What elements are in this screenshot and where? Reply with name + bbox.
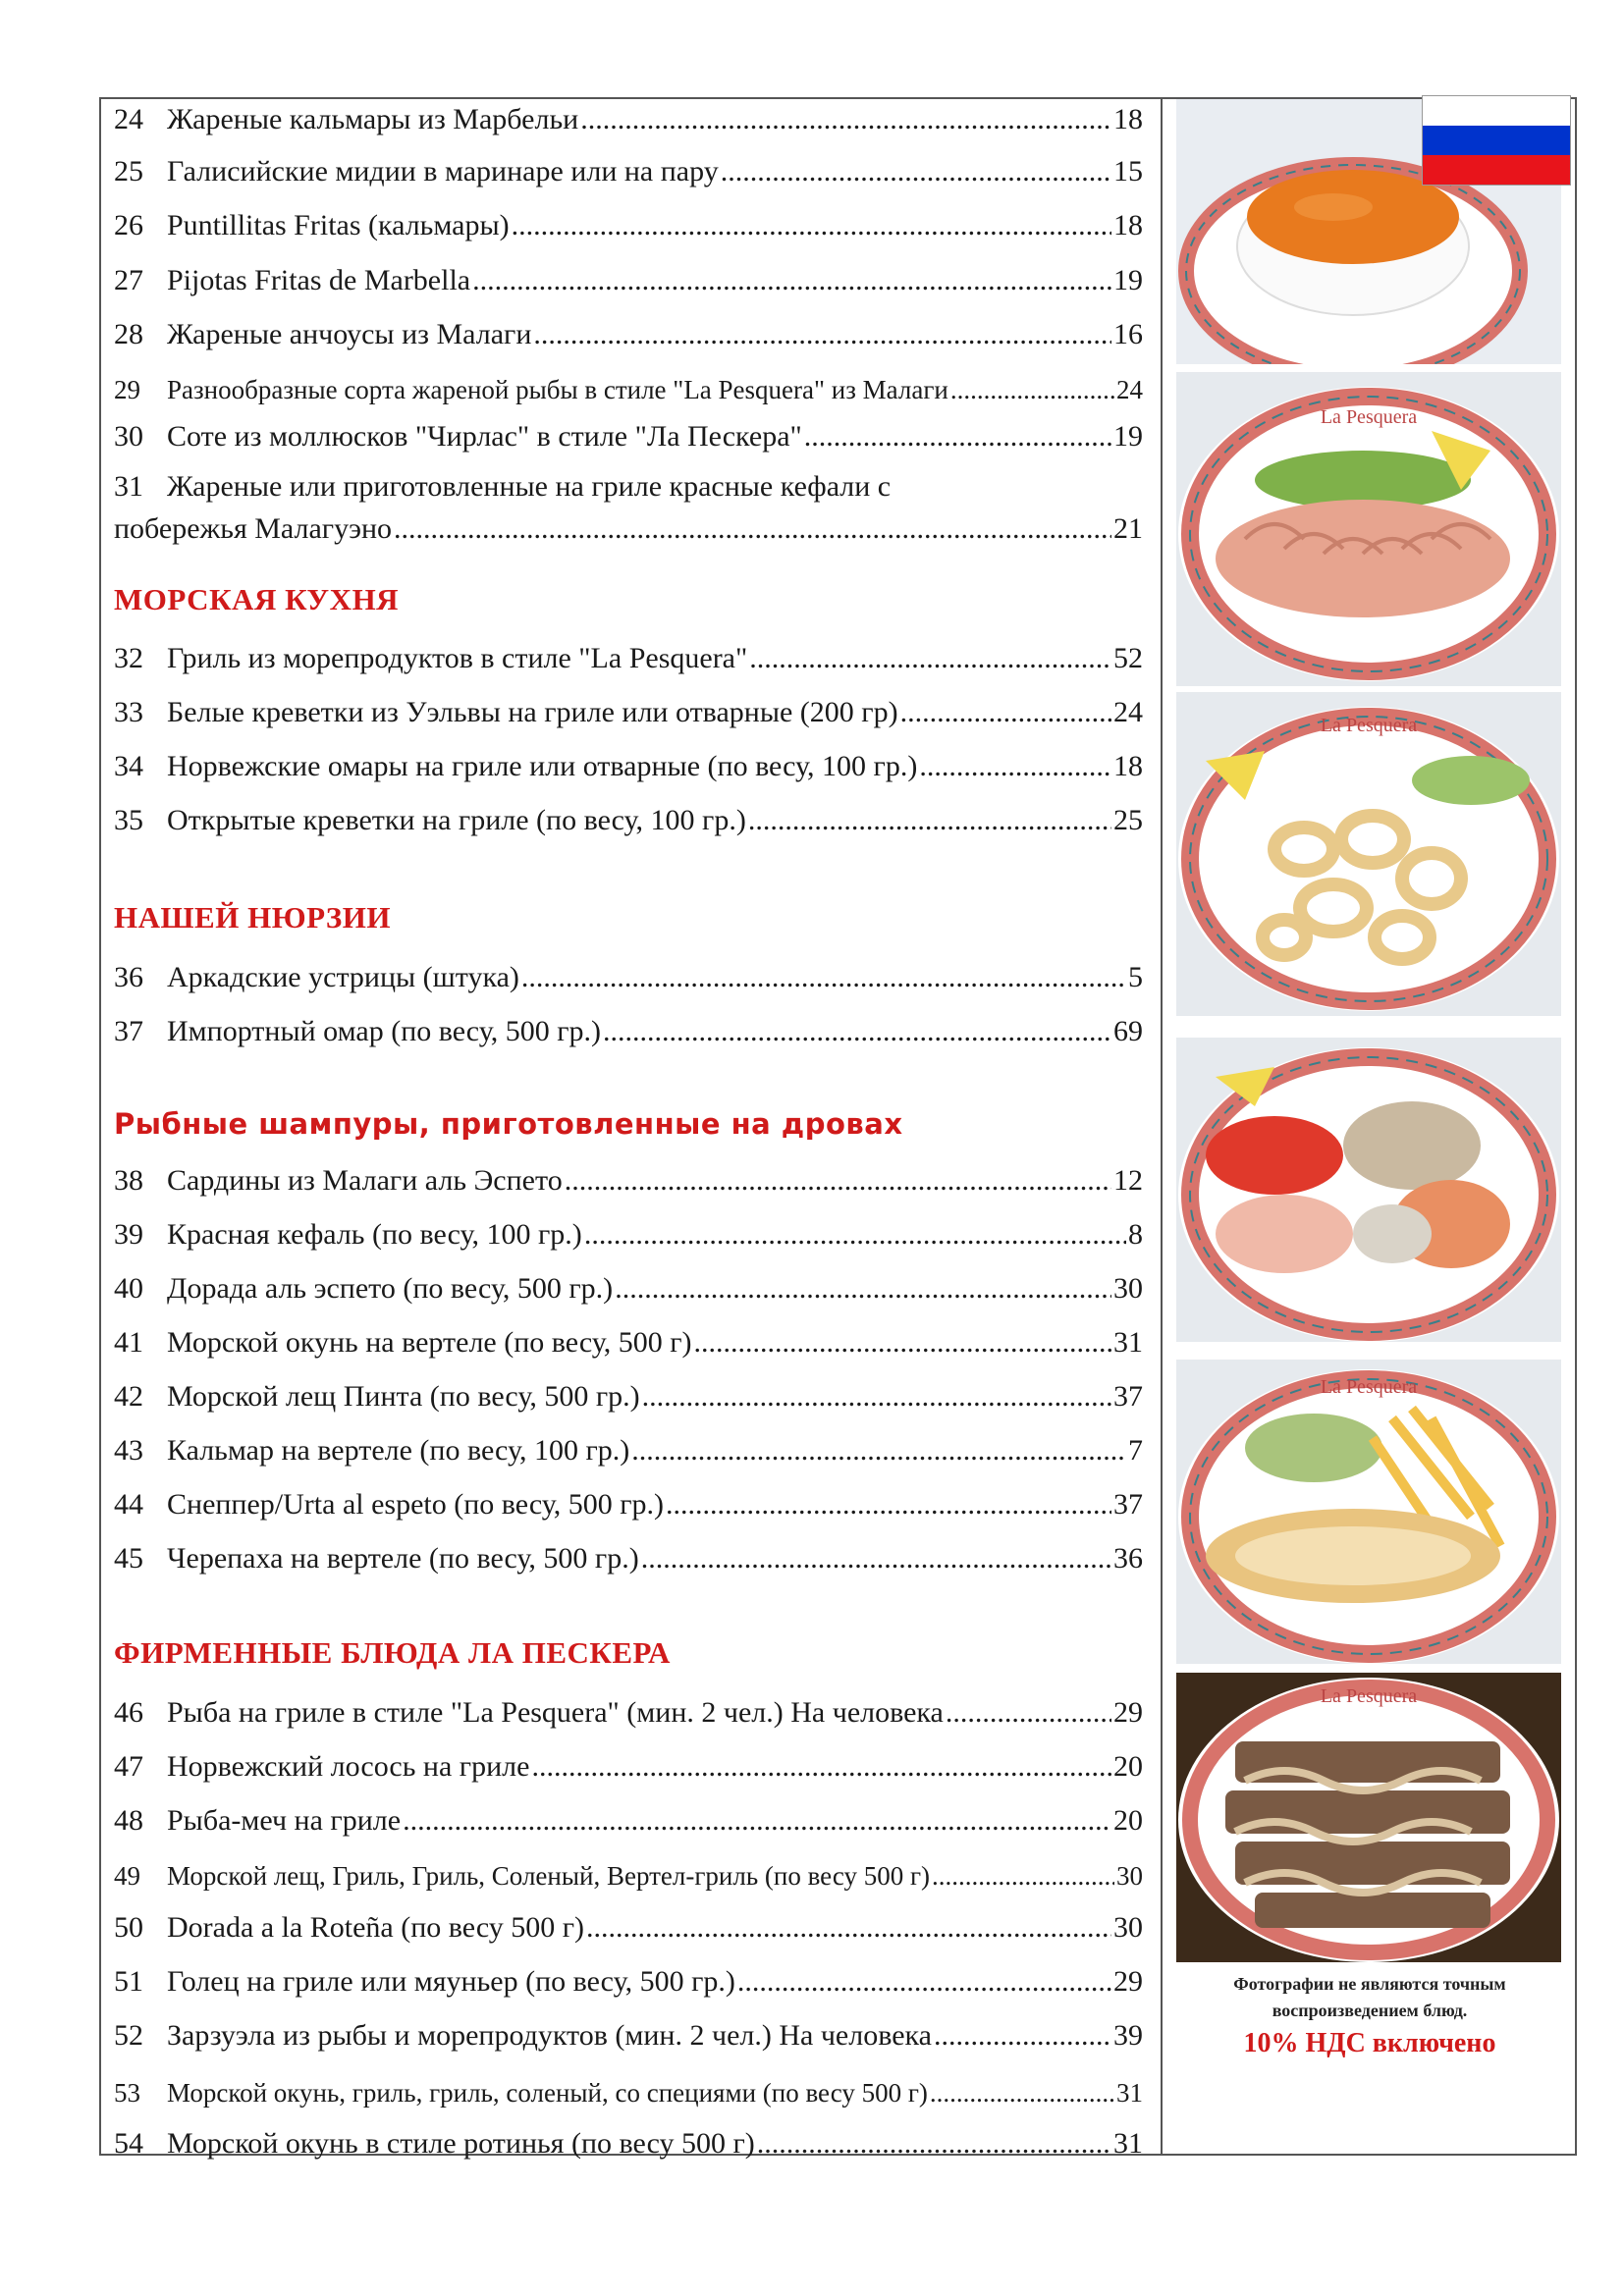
- vat-included-note: 10% НДС включено: [1243, 2028, 1496, 2058]
- sliced-fish-plate-photo: [1176, 1673, 1561, 1962]
- section-heading: МОРСКАЯ КУХНЯ: [114, 582, 400, 616]
- item-line-1: [114, 468, 1143, 506]
- item-name: Морской лещ, Гриль, Гриль, Соленый, Вертел-гриль (по весу 500 г): [167, 1861, 931, 1891]
- menu-item: [114, 1432, 1143, 1469]
- item-price: 19: [1113, 420, 1143, 453]
- leader-dots: [586, 1909, 1111, 1947]
- item-price: 29: [1113, 1965, 1143, 1998]
- shrimp-plate-illustration: [1176, 372, 1561, 686]
- item-name: Рыба на гриле в стиле "La Pesquera" (мин. 2 чел.) На человека: [167, 1696, 944, 1729]
- item-name: Кальмар на вертеле (по весу, 100 гр.): [167, 1434, 630, 1467]
- menu-item: [114, 1909, 1143, 1947]
- item-number: 39: [114, 1218, 143, 1251]
- item-number: 26: [114, 209, 143, 241]
- item-price: 18: [1113, 750, 1143, 782]
- leader-dots: [946, 1694, 1111, 1732]
- leader-dots: [565, 1162, 1111, 1200]
- item-name: Dorada a la Roteña (по весу 500 г): [167, 1911, 585, 1944]
- leader-dots: [930, 2074, 1114, 2111]
- item-price: 30: [1116, 1861, 1143, 1891]
- item-price: 7: [1128, 1434, 1143, 1467]
- item-number: 44: [114, 1488, 143, 1521]
- item-number: 45: [114, 1542, 143, 1575]
- leader-dots: [950, 371, 1114, 408]
- item-price: 25: [1113, 804, 1143, 836]
- item-price: 20: [1113, 1750, 1143, 1783]
- menu-item: [114, 748, 1143, 785]
- item-number: 51: [114, 1965, 143, 1998]
- item-price: 15: [1113, 155, 1143, 187]
- item-number: 42: [114, 1380, 143, 1413]
- grilled-fish-fries-plate-illustration: [1176, 1360, 1561, 1664]
- leader-dots: [580, 101, 1111, 138]
- menu-item: [114, 153, 1143, 190]
- menu-item: [114, 316, 1143, 353]
- item-name: Puntillitas Fritas (кальмары): [167, 209, 510, 241]
- item-name: Соте из моллюсков "Чирлас" в стиле "Ла Пескера": [167, 420, 802, 453]
- item-number: 30: [114, 420, 143, 453]
- leader-dots: [737, 1963, 1111, 2001]
- menu-item: [114, 1486, 1143, 1523]
- item-number: 41: [114, 1326, 143, 1359]
- item-number: 53: [114, 2078, 140, 2108]
- menu-item: [114, 1857, 1143, 1895]
- menu-item-two-line: [114, 468, 1143, 548]
- item-number: 54: [114, 2127, 143, 2160]
- item-price: 36: [1113, 1542, 1143, 1575]
- leader-dots: [533, 316, 1111, 353]
- item-name: Морской лещ Пинта (по весу, 500 гр.): [167, 1380, 640, 1413]
- item-name: Рыба-меч на гриле: [167, 1804, 402, 1837]
- grilled-fish-fries-plate-photo: [1176, 1360, 1561, 1664]
- item-name: Морской окунь на вертеле (по весу, 500 г): [167, 1326, 692, 1359]
- item-price: 29: [1113, 1696, 1143, 1729]
- item-number: 37: [114, 1015, 143, 1047]
- menu-item: [114, 1216, 1143, 1254]
- menu-item: [114, 959, 1143, 996]
- menu-item: [114, 1802, 1143, 1840]
- item-price: 30: [1113, 1911, 1143, 1944]
- menu-item: [114, 1378, 1143, 1415]
- item-number: 46: [114, 1696, 143, 1729]
- section-heading: ФИРМЕННЫЕ БЛЮДА ЛА ПЕСКЕРА: [114, 1635, 671, 1670]
- disclaimer-line-1: Фотографии не являются точным: [1233, 1974, 1506, 1994]
- plate-label: La Pesquera: [1320, 715, 1418, 736]
- item-name: Морской окунь в стиле ротинья (по весу 500 г): [167, 2127, 755, 2160]
- leader-dots: [472, 262, 1111, 299]
- item-price: 19: [1113, 264, 1143, 296]
- item-price: 12: [1113, 1164, 1143, 1197]
- seafood-grill-plate-illustration: [1176, 1038, 1561, 1342]
- menu-item: [114, 2017, 1143, 2055]
- item-price: 24: [1116, 375, 1143, 404]
- menu-item: [114, 1540, 1143, 1577]
- menu-item: [114, 1162, 1143, 1200]
- item-name: Белые креветки из Уэльвы на гриле или отварные (200 гр): [167, 696, 898, 728]
- leader-dots: [694, 1324, 1111, 1362]
- menu-item: [114, 262, 1143, 299]
- item-number: 50: [114, 1911, 143, 1944]
- item-name: Галисийские мидии в маринаре или на пару: [167, 155, 719, 187]
- item-name: Дорада аль эспето (по весу, 500 гр.): [167, 1272, 614, 1305]
- leader-dots: [757, 2125, 1111, 2163]
- menu-item: [114, 371, 1143, 408]
- item-number: 36: [114, 961, 143, 993]
- item-number: 40: [114, 1272, 143, 1305]
- column-divider: [1161, 97, 1163, 2156]
- disclaimer-line-2: воспроизведением блюд.: [1272, 2001, 1468, 2020]
- russian-flag-icon: [1422, 95, 1571, 186]
- leader-dots: [666, 1486, 1111, 1523]
- item-number: 35: [114, 804, 143, 836]
- leader-dots: [531, 1748, 1111, 1786]
- item-number: 38: [114, 1164, 143, 1197]
- leader-dots: [641, 1540, 1111, 1577]
- item-price: 20: [1113, 1804, 1143, 1837]
- fried-squid-plate-illustration: [1176, 692, 1561, 1016]
- menu-item: [114, 1270, 1143, 1308]
- sliced-fish-plate-illustration: [1176, 1673, 1561, 1962]
- item-name: Сардины из Малаги аль Эспето: [167, 1164, 563, 1197]
- item-name: Красная кефаль (по весу, 100 гр.): [167, 1218, 582, 1251]
- item-price: 24: [1113, 696, 1143, 728]
- item-price: 69: [1113, 1015, 1143, 1047]
- item-price: 16: [1113, 318, 1143, 350]
- item-name: Открытые креветки на гриле (по весу, 100 гр.): [167, 804, 746, 836]
- menu-item: [114, 1013, 1143, 1050]
- item-number: 43: [114, 1434, 143, 1467]
- leader-dots: [615, 1270, 1111, 1308]
- leader-dots: [403, 1802, 1111, 1840]
- section-heading: НАШЕЙ НЮРЗИИ: [114, 900, 392, 934]
- item-number: 52: [114, 2019, 143, 2052]
- leader-dots: [521, 959, 1126, 996]
- menu-item: [114, 101, 1143, 138]
- item-name: Гриль из морепродуктов в стиле "La Pesquera": [167, 642, 748, 674]
- menu-item: [114, 207, 1143, 244]
- item-price: 39: [1113, 2019, 1143, 2052]
- item-price: 31: [1113, 2127, 1143, 2160]
- item-name: Снеппер/Urta al espeto (по весу, 500 гр.): [167, 1488, 665, 1521]
- leader-dots: [749, 640, 1111, 677]
- item-number: 31: [114, 470, 143, 503]
- menu-item: [114, 694, 1143, 731]
- item-line-2: [114, 510, 1143, 548]
- plate-label: La Pesquera: [1320, 406, 1418, 428]
- leader-dots: [631, 1432, 1126, 1469]
- item-price: 21: [1113, 512, 1143, 545]
- item-price: 8: [1128, 1218, 1143, 1251]
- item-name: Аркадские устрицы (штука): [167, 961, 519, 993]
- item-name: Норвежские омары на гриле или отварные (по весу, 100 гр.): [167, 750, 918, 782]
- item-number: 49: [114, 1861, 140, 1891]
- menu-item: [114, 2125, 1143, 2163]
- section-heading: Рыбные шампуры, приготовленные на дровах: [114, 1107, 903, 1141]
- item-price: 18: [1113, 103, 1143, 135]
- shrimp-plate-photo: [1176, 372, 1561, 686]
- item-number: 34: [114, 750, 143, 782]
- item-name: Зарзуэла из рыбы и морепродуктов (мин. 2 чел.) На человека: [167, 2019, 932, 2052]
- menu-item: [114, 1748, 1143, 1786]
- item-name: Жареные анчоусы из Малаги: [167, 318, 532, 350]
- menu-item: [114, 418, 1143, 455]
- item-name: Разнообразные сорта жареной рыбы в стиле "La Pesquera" из Малаги: [167, 375, 948, 404]
- plate-label: La Pesquera: [1320, 1685, 1418, 1707]
- leader-dots: [394, 510, 1111, 548]
- menu-item: [114, 2074, 1143, 2111]
- item-name: Жареные или приготовленные на гриле красные кефали с: [167, 470, 892, 503]
- leader-dots: [584, 1216, 1126, 1254]
- leader-dots: [932, 1857, 1114, 1895]
- item-price: 31: [1116, 2078, 1143, 2108]
- leader-dots: [804, 418, 1111, 455]
- item-number: 27: [114, 264, 143, 296]
- menu-item: [114, 1963, 1143, 2001]
- leader-dots: [642, 1378, 1111, 1415]
- item-number: 47: [114, 1750, 143, 1783]
- item-name: Голец на гриле или мяуньер (по весу, 500 гр.): [167, 1965, 735, 1998]
- menu-item: [114, 802, 1143, 839]
- leader-dots: [512, 207, 1111, 244]
- item-name: Жареные кальмары из Марбельи: [167, 103, 579, 135]
- item-price: 31: [1113, 1326, 1143, 1359]
- item-name-continued: побережья Малагуэно: [114, 512, 393, 545]
- item-number: 28: [114, 318, 143, 350]
- item-name: Морской окунь, гриль, гриль, соленый, со специями (по весу 500 г): [167, 2078, 928, 2108]
- leader-dots: [748, 802, 1111, 839]
- menu-item: [114, 1694, 1143, 1732]
- fried-squid-plate-photo: [1176, 692, 1561, 1016]
- leader-dots: [919, 748, 1111, 785]
- item-number: 48: [114, 1804, 143, 1837]
- item-number: 29: [114, 375, 140, 404]
- item-number: 25: [114, 155, 143, 187]
- leader-dots: [934, 2017, 1111, 2055]
- plate-label: La Pesquera: [1320, 1376, 1418, 1398]
- seafood-grill-plate-photo: [1176, 1038, 1561, 1342]
- item-name: Импортный омар (по весу, 500 гр.): [167, 1015, 602, 1047]
- item-name: Pijotas Fritas de Marbella: [167, 264, 471, 296]
- item-number: 33: [114, 696, 143, 728]
- item-price: 30: [1113, 1272, 1143, 1305]
- item-name: Черепаха на вертеле (по весу, 500 гр.): [167, 1542, 639, 1575]
- item-number: 24: [114, 103, 143, 135]
- item-price: 52: [1113, 642, 1143, 674]
- item-price: 18: [1113, 209, 1143, 241]
- item-price: 37: [1113, 1488, 1143, 1521]
- item-price: 5: [1128, 961, 1143, 993]
- photo-disclaimer: [1178, 1971, 1561, 2024]
- leader-dots: [721, 153, 1111, 190]
- menu-item: [114, 640, 1143, 677]
- menu-item: [114, 1324, 1143, 1362]
- leader-dots: [603, 1013, 1111, 1050]
- item-price: 37: [1113, 1380, 1143, 1413]
- item-number: 32: [114, 642, 143, 674]
- item-name: Норвежский лосось на гриле: [167, 1750, 530, 1783]
- leader-dots: [900, 694, 1111, 731]
